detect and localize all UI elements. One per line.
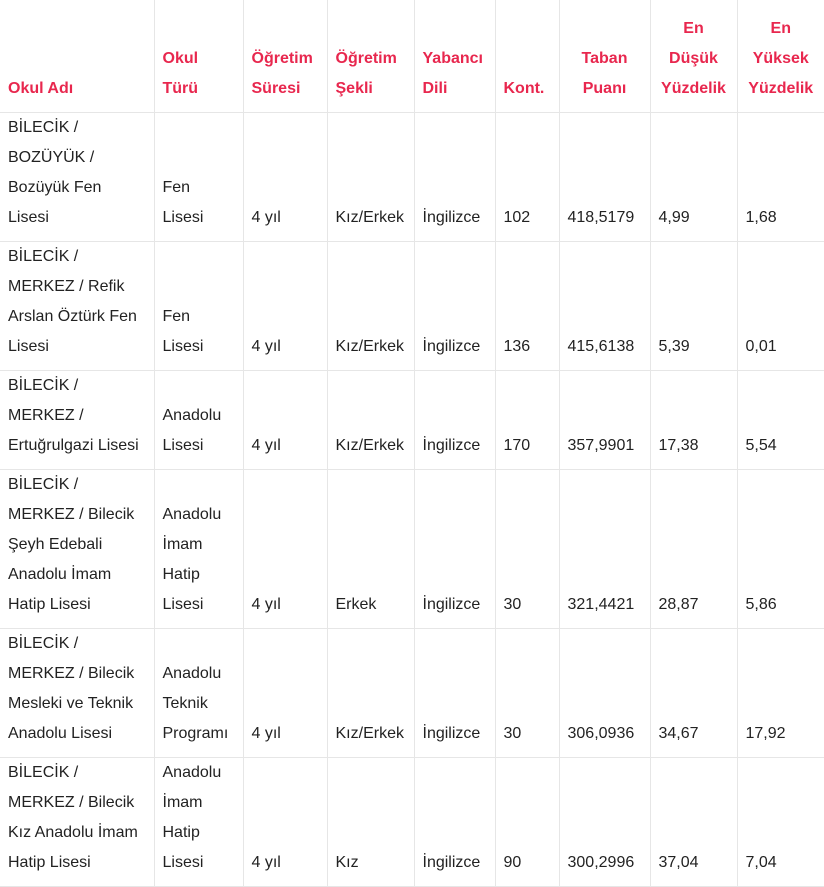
cell-kont: 136 [495, 241, 559, 370]
header-taban-puani: Taban Puanı [559, 0, 650, 112]
cell-en-yuksek-yuzdelik: 17,92 [737, 628, 824, 757]
table-row [0, 370, 824, 469]
cell-ogretim-suresi: 4 yıl [243, 469, 327, 628]
cell-yabanci-dili: İngilizce [414, 370, 495, 469]
cell-ogretim-sekli: Erkek [327, 469, 414, 628]
cell-okul-turu: Anadolu İmam Hatip Lisesi [154, 469, 243, 628]
cell-ogretim-sekli: Kız/Erkek [327, 112, 414, 241]
cell-taban-puani: 321,4421 [559, 469, 650, 628]
cell-ogretim-sekli: Kız/Erkek [327, 241, 414, 370]
cell-ogretim-suresi: 4 yıl [243, 112, 327, 241]
cell-ogretim-suresi: 4 yıl [243, 628, 327, 757]
cell-okul-adi: BİLECİK / MERKEZ / Bilecik Mesleki ve Teknik Anadolu Lisesi [0, 628, 154, 757]
cell-okul-turu: Anadolu Teknik Programı [154, 628, 243, 757]
cell-taban-puani: 357,9901 [559, 370, 650, 469]
header-row [0, 0, 824, 112]
cell-okul-turu: Anadolu Lisesi [154, 370, 243, 469]
cell-okul-adi: BİLECİK / MERKEZ / Bilecik Kız Anadolu İmam Hatip Lisesi [0, 757, 154, 886]
cell-yabanci-dili: İngilizce [414, 469, 495, 628]
cell-en-yuksek-yuzdelik: 5,86 [737, 469, 824, 628]
cell-ogretim-sekli: Kız [327, 757, 414, 886]
cell-en-yuksek-yuzdelik: 0,01 [737, 241, 824, 370]
header-ogretim-sekli: Öğretim Şekli [327, 0, 414, 112]
header-en-yuksek-yuzdelik: En Yüksek Yüzdelik [737, 0, 824, 112]
cell-kont: 170 [495, 370, 559, 469]
cell-yabanci-dili: İngilizce [414, 628, 495, 757]
cell-yabanci-dili: İngilizce [414, 241, 495, 370]
cell-okul-adi: BİLECİK / MERKEZ / Bilecik Şeyh Edebali Anadolu İmam Hatip Lisesi [0, 469, 154, 628]
cell-kont: 102 [495, 112, 559, 241]
cell-taban-puani: 418,5179 [559, 112, 650, 241]
table-row [0, 469, 824, 628]
cell-okul-adi: BİLECİK / MERKEZ / Ertuğrulgazi Lisesi [0, 370, 154, 469]
cell-okul-turu: Fen Lisesi [154, 112, 243, 241]
header-kont: Kont. [495, 0, 559, 112]
header-yabanci-dili: Yabancı Dili [414, 0, 495, 112]
header-okul-adi: Okul Adı [0, 0, 154, 112]
cell-en-dusuk-yuzdelik: 5,39 [650, 241, 737, 370]
cell-yabanci-dili: İngilizce [414, 112, 495, 241]
cell-ogretim-suresi: 4 yıl [243, 757, 327, 886]
cell-okul-adi: BİLECİK / BOZÜYÜK / Bozüyük Fen Lisesi [0, 112, 154, 241]
cell-okul-turu: Anadolu İmam Hatip Lisesi [154, 757, 243, 886]
table-row [0, 757, 824, 886]
cell-en-dusuk-yuzdelik: 37,04 [650, 757, 737, 886]
cell-kont: 90 [495, 757, 559, 886]
header-ogretim-suresi: Öğretim Süresi [243, 0, 327, 112]
cell-ogretim-suresi: 4 yıl [243, 241, 327, 370]
table-row [0, 628, 824, 757]
cell-okul-turu: Fen Lisesi [154, 241, 243, 370]
table-row [0, 241, 824, 370]
cell-taban-puani: 300,2996 [559, 757, 650, 886]
cell-en-dusuk-yuzdelik: 4,99 [650, 112, 737, 241]
cell-yabanci-dili: İngilizce [414, 757, 495, 886]
cell-en-dusuk-yuzdelik: 34,67 [650, 628, 737, 757]
cell-en-dusuk-yuzdelik: 28,87 [650, 469, 737, 628]
cell-ogretim-sekli: Kız/Erkek [327, 370, 414, 469]
cell-ogretim-sekli: Kız/Erkek [327, 628, 414, 757]
cell-en-dusuk-yuzdelik: 17,38 [650, 370, 737, 469]
cell-okul-adi: BİLECİK / MERKEZ / Refik Arslan Öztürk Fen Lisesi [0, 241, 154, 370]
cell-en-yuksek-yuzdelik: 1,68 [737, 112, 824, 241]
cell-taban-puani: 415,6138 [559, 241, 650, 370]
table-row [0, 112, 824, 241]
cell-en-yuksek-yuzdelik: 7,04 [737, 757, 824, 886]
header-okul-turu: Okul Türü [154, 0, 243, 112]
cell-taban-puani: 306,0936 [559, 628, 650, 757]
header-en-dusuk-yuzdelik: En Düşük Yüzdelik [650, 0, 737, 112]
cell-kont: 30 [495, 469, 559, 628]
cell-kont: 30 [495, 628, 559, 757]
cell-ogretim-suresi: 4 yıl [243, 370, 327, 469]
cell-en-yuksek-yuzdelik: 5,54 [737, 370, 824, 469]
